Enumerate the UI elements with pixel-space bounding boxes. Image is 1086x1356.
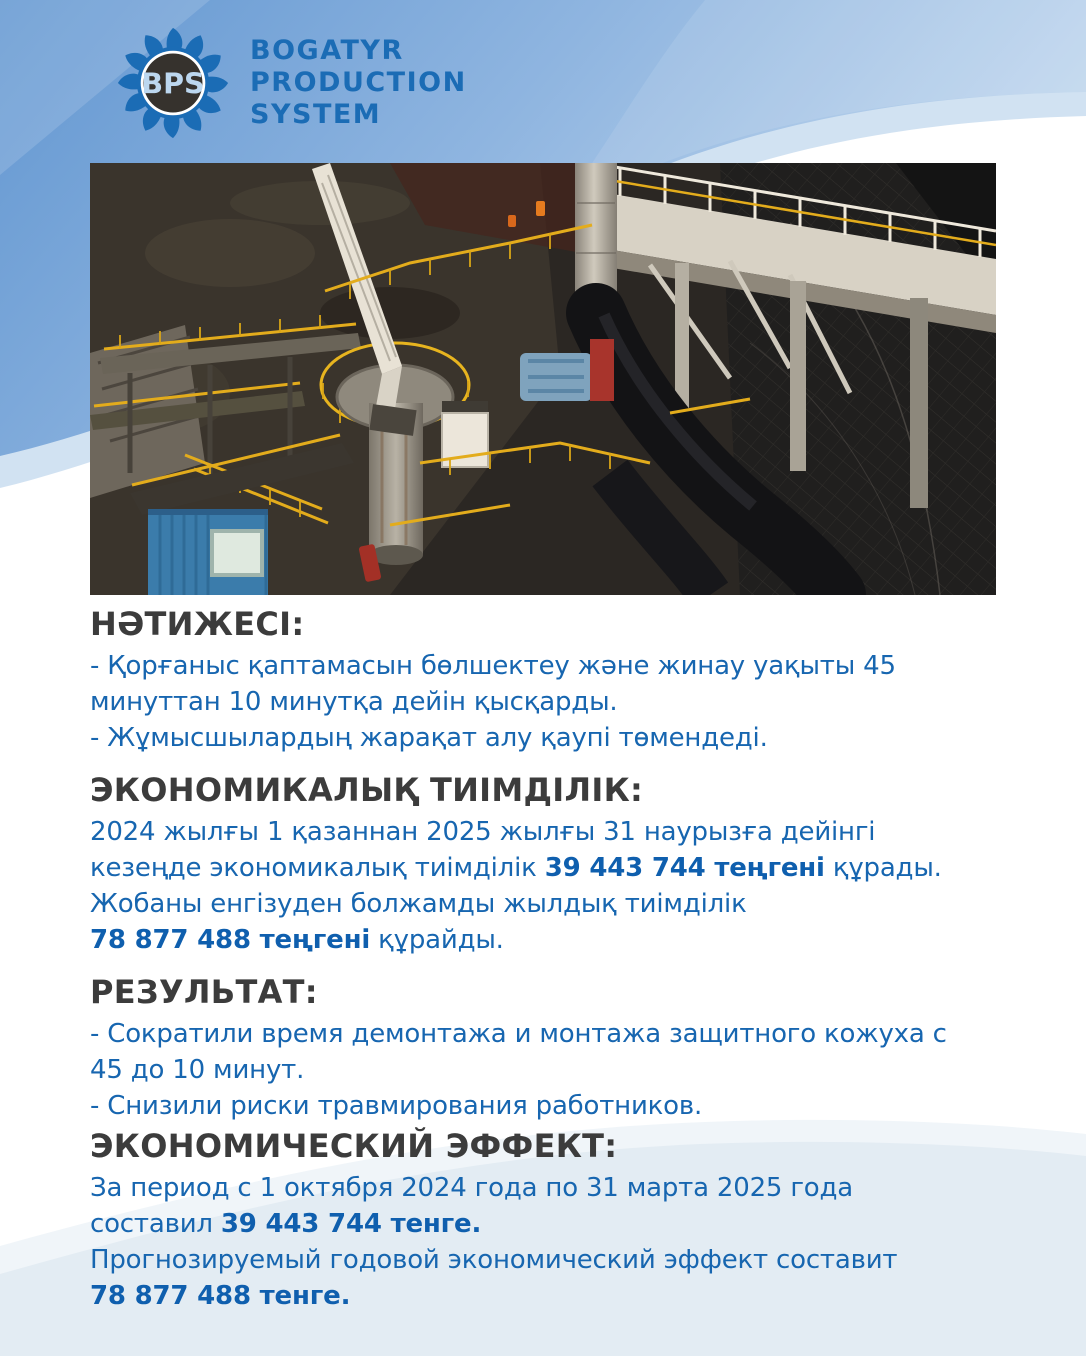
body-line <box>90 850 1040 886</box>
body-line <box>90 1170 1040 1206</box>
section-ekonomicheskiy-effekt <box>90 1126 1040 1314</box>
brand-name-line: SYSTEM <box>250 99 382 130</box>
section-natizhesi <box>90 604 1040 756</box>
text-run: - Жұмысшылардың жарақат алу қаупі төмендеді. <box>90 723 768 753</box>
brand-name-line: BOGATYR <box>250 35 404 66</box>
section-rezultat <box>90 972 1040 1124</box>
brand-name-line: PRODUCTION <box>250 67 467 98</box>
logo-initials: BPS <box>141 67 205 101</box>
body-line <box>90 1242 1040 1278</box>
body-line <box>90 1016 1040 1052</box>
text-run: - Қорғаныс қаптамасын бөлшектеу және жинау уақыты 45 <box>90 651 896 681</box>
brand-header <box>116 26 467 140</box>
body-line <box>90 922 1040 958</box>
section-ekonomikalyk-tiimdilik <box>90 770 1040 958</box>
amount-value: 78 877 488 тенге. <box>90 1281 351 1311</box>
brand-name <box>250 35 467 131</box>
text-run: - Снизили риски травмирования работников. <box>90 1091 703 1121</box>
text-run: 2024 жылғы 1 қазаннан 2025 жылғы 31 наурызға дейінгі <box>90 817 876 847</box>
bps-saw-blade-logo-icon <box>116 26 230 140</box>
amount-value: 78 877 488 теңгені <box>90 925 371 955</box>
text-run: минуттан 10 минутқа дейін қысқарды. <box>90 687 618 717</box>
amount-value: 39 443 744 тенге. <box>220 1209 482 1239</box>
body-line <box>90 1052 1040 1088</box>
plant-photo <box>90 163 996 595</box>
text-run: құрады. <box>824 853 942 883</box>
body-line <box>90 1088 1040 1124</box>
text-run: кезеңде экономикалық тиімділік <box>90 853 545 883</box>
body-line <box>90 648 1040 684</box>
body-line <box>90 1278 1040 1314</box>
text-run: құрайды. <box>370 925 504 955</box>
body-line <box>90 814 1040 850</box>
text-run: составил <box>90 1209 221 1239</box>
amount-value: 39 443 744 теңгені <box>544 853 825 883</box>
body-line <box>90 720 1040 756</box>
body-line <box>90 1206 1040 1242</box>
body-line <box>90 886 1040 922</box>
text-run: Жобаны енгізуден болжамды жылдық тиімділік <box>90 889 747 919</box>
section-heading: ЭКОНОМИКАЛЫҚ ТИІМДІЛІК: <box>90 771 644 809</box>
text-run: - Сократили время демонтажа и монтажа защитного кожуха с <box>90 1019 947 1049</box>
text-run: Прогнозируемый годовой экономический эффект составит <box>90 1245 898 1275</box>
text-run: 45 до 10 минут. <box>90 1055 305 1085</box>
plant-photo-illustration <box>90 163 996 595</box>
body-line <box>90 684 1040 720</box>
section-heading: ЭКОНОМИЧЕСКИЙ ЭФФЕКТ: <box>90 1127 618 1165</box>
section-heading: НӘТИЖЕСІ: <box>90 605 305 643</box>
section-heading: РЕЗУЛЬТАТ: <box>90 973 318 1011</box>
text-run: За период с 1 октября 2024 года по 31 марта 2025 года <box>90 1173 854 1203</box>
